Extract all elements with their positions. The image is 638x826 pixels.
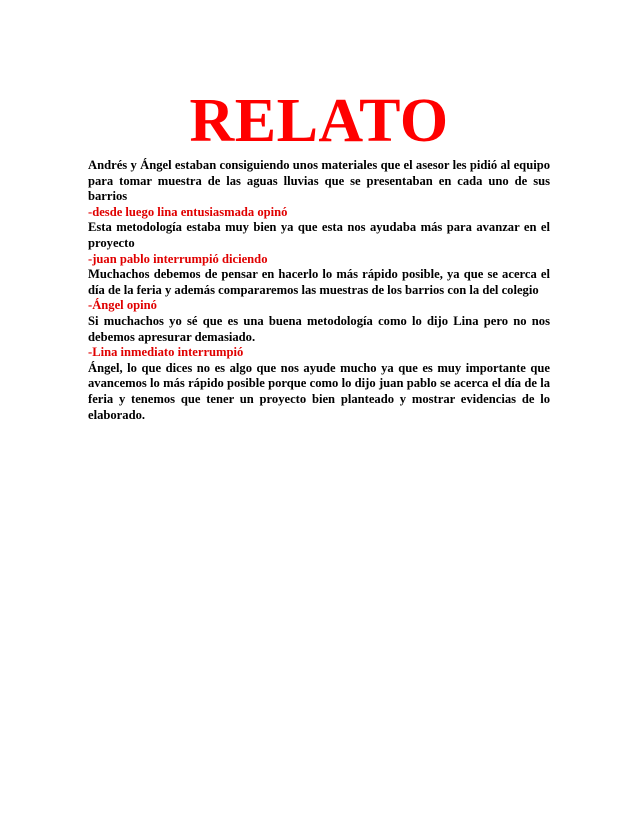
narration-paragraph: Muchachos debemos de pensar en hacerlo lo más rápido posible, ya que se acerca el día de la feria y además compararemos las muestras de los barrios con la del colegio — [88, 267, 550, 297]
narration-paragraph: Ángel, lo que dices no es algo que nos ayude mucho ya que es muy importante que avancemos lo más rápido posible porque como lo dijo juan pablo se acerca el día de la feria y tenemos que tener un proyecto bien planteado y mostrar evidencias de lo elaborado. — [88, 360, 550, 422]
dialogue-line: -juan pablo interrumpió diciendo — [88, 251, 268, 266]
narration-paragraph: Esta metodología estaba muy bien ya que esta nos ayudaba más para avanzar en el proyecto — [88, 220, 550, 250]
dialogue-line: -desde luego lina entusiasmada opinó — [88, 204, 288, 219]
dialogue-line: -Lina inmediato interrumpió — [88, 345, 244, 360]
document-body — [88, 158, 550, 423]
dialogue-line: -Ángel opinó — [88, 298, 157, 313]
narration-paragraph: Andrés y Ángel estaban consiguiendo unos materiales que el asesor les pidió al equipo para tomar muestra de las aguas lluvias que se presentaban en cada uno de sus barrios — [88, 158, 550, 204]
narration-paragraph: Si muchachos yo sé que es una buena metodología como lo dijo Lina pero no nos debemos apresurar demasiado. — [88, 313, 550, 344]
document-title: RELATO — [189, 87, 449, 155]
